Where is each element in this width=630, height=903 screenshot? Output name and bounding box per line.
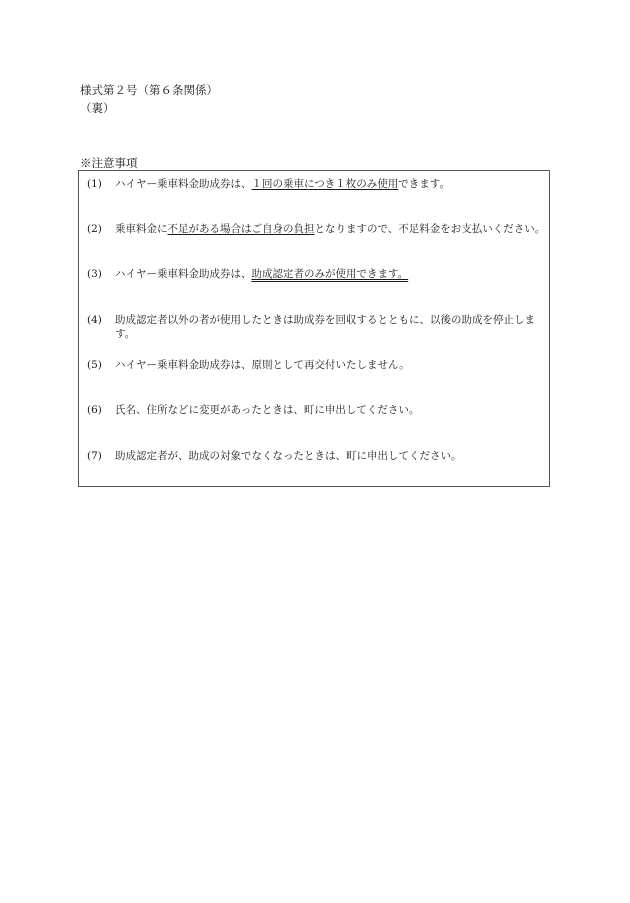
note-text: ハイヤー乗車料金助成券は、原則として再交付いたしません。 — [115, 359, 410, 371]
note-number: (1) — [87, 178, 102, 190]
note-text: 助成認定者以外の者が使用したときは助成券を回収するとともに、以後の助成を停止します。 — [115, 314, 535, 340]
note-text: 助成認定者が、助成の対象でなくなったときは、町に申出してください。 — [115, 450, 462, 462]
note-text — [115, 222, 547, 236]
note-number: (4) — [87, 314, 102, 326]
form-number-label: 様式第２号（第６条関係） — [80, 83, 218, 97]
note-text-underlined: １回の乗車につき１枚のみ使用 — [251, 178, 399, 190]
note-item-4 — [87, 313, 547, 341]
note-text-plain: ハイヤー乗車料金助成券は、 — [115, 178, 252, 190]
note-text-plain: 乗車料金に — [115, 223, 168, 235]
note-text-underlined: 不足がある場合はご自身の負担 — [167, 223, 315, 235]
note-text-plain: できます。 — [398, 178, 450, 190]
note-number: (5) — [87, 359, 102, 371]
notes-heading: ※注意事項 — [80, 156, 138, 170]
notes-box — [78, 170, 550, 487]
note-item-6 — [87, 403, 547, 417]
note-text: 氏名、住所などに変更があったときは、町に申出してください。 — [115, 404, 420, 416]
note-text-plain: ハイヤー乗車料金助成券は、 — [115, 268, 252, 280]
note-text-plain: となりますので、不足料金をお支払いください。 — [314, 223, 546, 235]
note-item-7 — [87, 449, 547, 463]
note-number: (2) — [87, 223, 102, 235]
note-item-2 — [87, 222, 547, 236]
note-item-5 — [87, 358, 547, 372]
note-number: (7) — [87, 450, 102, 462]
note-text — [115, 267, 547, 281]
note-item-3 — [87, 267, 547, 281]
note-text — [115, 177, 547, 191]
page-side-label: （裏） — [80, 101, 115, 115]
note-text-double-underlined: 助成認定者のみが使用できます。 — [251, 268, 409, 280]
note-item-1 — [87, 177, 547, 191]
note-number: (6) — [87, 404, 102, 416]
note-number: (3) — [87, 268, 102, 280]
